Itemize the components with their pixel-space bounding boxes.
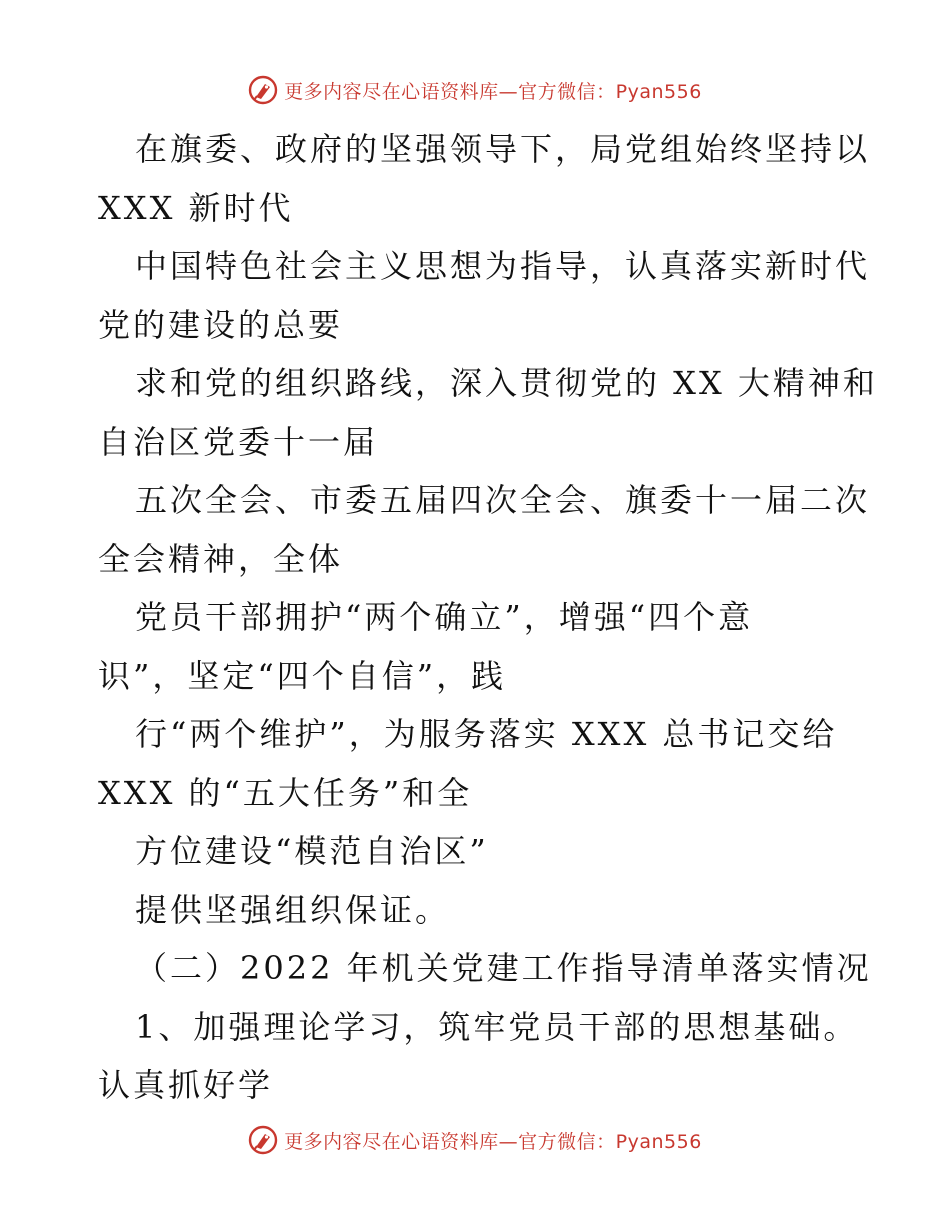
body-line: 提供坚强组织保证。: [135, 890, 451, 929]
body-line: 自治区党委十一届: [98, 422, 379, 461]
body-line: 行“两个维护”，为服务落实 XXX 总书记交给: [135, 715, 838, 753]
body-line: 1、加强理论学习，筑牢党员干部的思想基础。: [135, 1007, 859, 1046]
body-line: 求和党的组织路线，深入贯彻党的 XX 大精神和: [135, 364, 878, 402]
pen-nib-circle-icon: [248, 75, 278, 105]
body-line: 中国特色社会主义思想为指导，认真落实新时代: [135, 247, 871, 285]
body-line: 全会精神，全体: [98, 539, 344, 578]
body-line: 党的建设的总要: [98, 305, 344, 344]
body-line: 在旗委、政府的坚强领导下，局党组始终坚持以: [135, 130, 871, 168]
body-line: 方位建设“模范自治区”: [135, 832, 489, 870]
section-heading: （二）2022 年机关党建工作指导清单落实情况: [135, 949, 872, 987]
body-line: 识”，坚定“四个自信”，践: [98, 656, 507, 695]
document-body: [98, 120, 878, 1115]
footer-watermark-text: 更多内容尽在心语资料库—官方微信：Pyan556: [284, 1130, 702, 1153]
body-line: XXX 新时代: [98, 188, 294, 227]
pen-nib-circle-icon: [248, 1125, 278, 1155]
body-line: XXX 的“五大任务”和全: [98, 773, 473, 812]
body-line: 认真抓好学: [98, 1066, 274, 1104]
body-line: 党员干部拥护“两个确立”，增强“四个意: [135, 598, 754, 636]
footer-watermark: [0, 1122, 950, 1158]
header-watermark-text: 更多内容尽在心语资料库—官方微信：Pyan556: [284, 80, 702, 103]
body-line: 五次全会、市委五届四次全会、旗委十一届二次: [135, 481, 871, 519]
header-watermark: [0, 72, 950, 108]
